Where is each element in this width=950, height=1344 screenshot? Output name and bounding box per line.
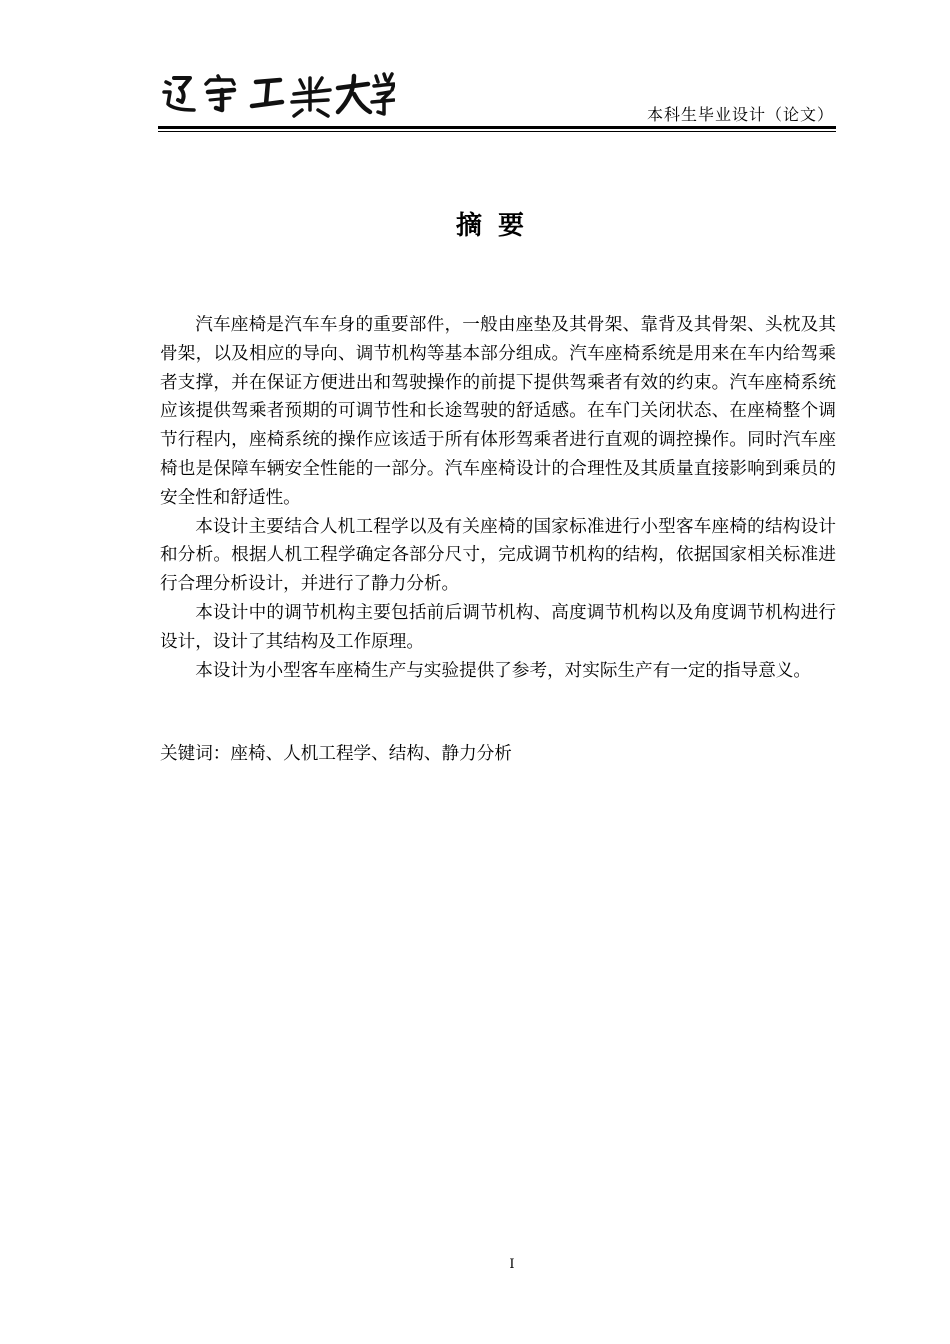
abstract-paragraph: 本设计中的调节机构主要包括前后调节机构、高度调节机构以及角度调节机构进行设计，设计了其结构及工作原理。 — [160, 602, 836, 652]
abstract-title: 摘要 — [455, 211, 540, 241]
abstract-body — [160, 311, 836, 685]
abstract-paragraph: 汽车座椅是汽车车身的重要部件，一般由座垫及其骨架、靠背及其骨架、头枕及其骨架，以及相应的导向、调节机构等基本部分组成。汽车座椅系统是用来在车内给驾乘者支撑，并在保证方便进出和驾驶操作的前提下提供驾乘者有效的约束。汽车座椅系统应该提供驾乘者预期的可调节性和长途驾驶的舒适感。在车门关闭状态、在座椅整个调节行程内，座椅系统的操作应该适于所有体形驾乘者进行直观的调控操作。同时汽车座椅也是保障车辆安全性能的一部分。汽车座椅设计的合理性及其质量直接影响到乘员的安全性和舒适性。 — [160, 315, 836, 508]
abstract-paragraph: 本设计为小型客车座椅生产与实验提供了参考，对实际生产有一定的指导意义。 — [195, 660, 811, 681]
page-number: I — [509, 1257, 515, 1272]
header-rule-thin — [158, 131, 836, 132]
university-calligraphy-logo — [160, 70, 395, 118]
header-rule-thick — [158, 126, 836, 129]
abstract-paragraph: 本设计主要结合人机工程学以及有关座椅的国家标准进行小型客车座椅的结构设计和分析。根据人机工程学确定各部分尺寸，完成调节机构的结构，依据国家相关标准进行合理分析设计，并进行了静力分析。 — [160, 516, 836, 595]
keywords-line: 关键词：座椅、人机工程学、结构、静力分析 — [160, 744, 512, 764]
university-logo — [160, 70, 395, 118]
thesis-type-label: 本科生毕业设计（论文） — [646, 105, 834, 124]
